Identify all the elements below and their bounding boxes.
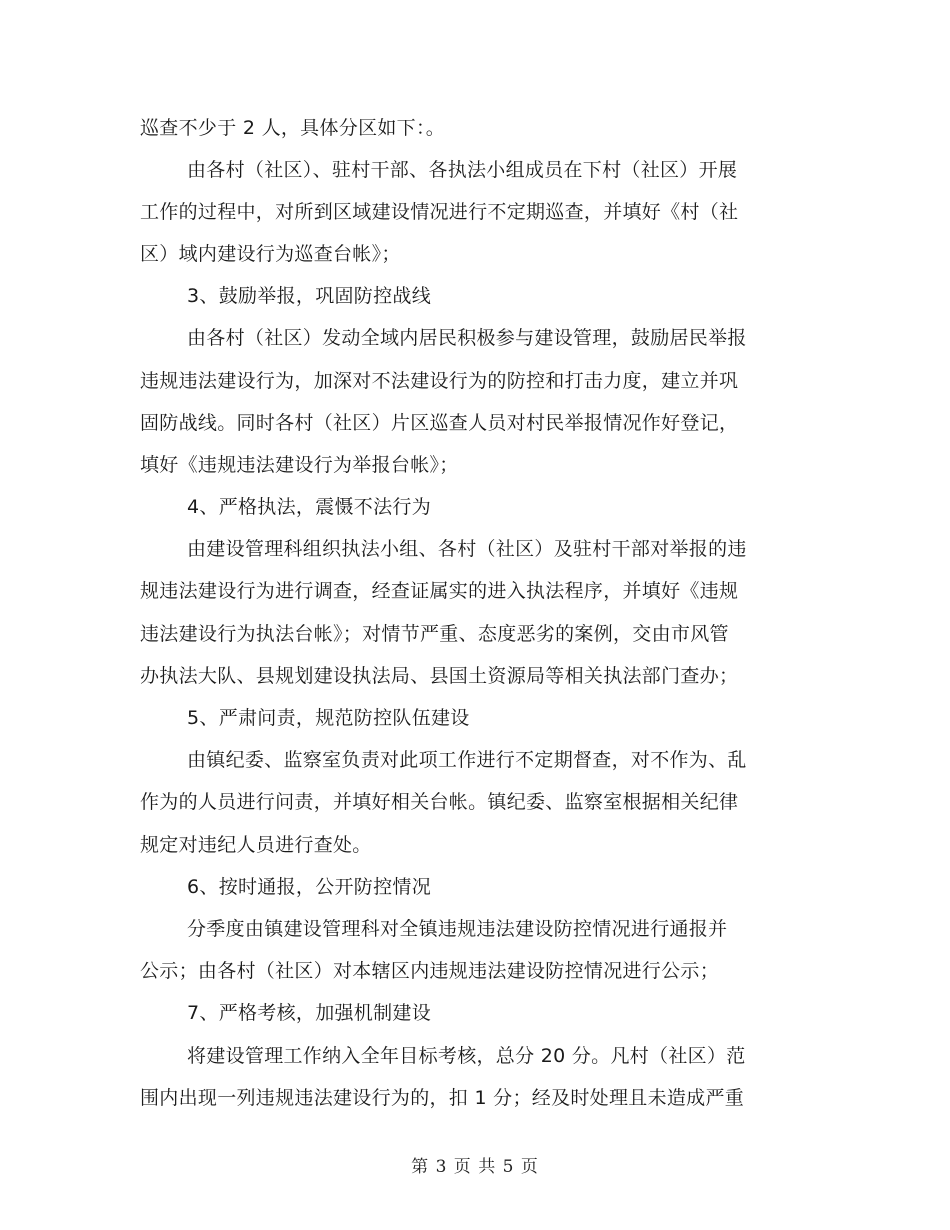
page-number-footer: 第 3 页 共 5 页 (411, 1157, 539, 1177)
section-heading-5: 5、严肃问责，规范防控队伍建设 (187, 707, 470, 729)
body-line: 作为的人员进行问责，并填好相关台帐。镇纪委、监察室根据相关纪律 (140, 791, 739, 813)
body-line: 规定对违纪人员进行查处。 (140, 834, 372, 856)
section-heading-4: 4、严格执法，震慑不法行为 (187, 496, 431, 518)
section-heading-3: 3、鼓励举报，巩固防控战线 (187, 285, 431, 307)
body-line: 违规违法建设行为，加深对不法建设行为的防控和打击力度，建立并巩 (140, 370, 739, 392)
body-line: 区）域内建设行为巡查台帐》； (140, 243, 401, 265)
body-line: 固防战线。同时各村（社区）片区巡查人员对村民举报情况作好登记， (140, 412, 739, 434)
section-heading-6: 6、按时通报，公开防控情况 (187, 876, 431, 898)
body-line: 违法建设行为执法台帐》；对情节严重、态度恶劣的案例，交由市风管 (140, 623, 729, 645)
body-line: 工作的过程中，对所到区域建设情况进行不定期巡查，并填好《村（社 (140, 201, 739, 223)
body-line: 填好《违规违法建设行为举报台帐》； (140, 454, 459, 476)
paragraph-start: 分季度由镇建设管理科对全镇违规违法建设防控情况进行通报并 (187, 918, 728, 940)
section-heading-7: 7、严格考核，加强机制建设 (187, 1002, 431, 1024)
body-line: 巡查不少于 2 人，具体分区如下：。 (140, 117, 446, 139)
paragraph-start: 由各村（社区）、驻村干部、各执法小组成员在下村（社区）开展 (187, 159, 738, 181)
body-line: 公示；由各村（社区）对本辖区内违规违法建设防控情况进行公示； (140, 960, 720, 982)
body-line: 办执法大队、县规划建设执法局、县国土资源局等相关执法部门查办； (140, 665, 739, 687)
body-line: 规违法建设行为进行调查，经查证属实的进入执法程序，并填好《违规 (140, 580, 739, 602)
paragraph-start: 由建设管理科组织执法小组、各村（社区）及驻村干部对举报的违 (187, 538, 747, 560)
body-line: 围内出现一列违规违法建设行为的，扣 1 分；经及时处理且未造成严重 (140, 1087, 745, 1109)
paragraph-start: 由各村（社区）发动全域内居民积极参与建设管理，鼓励居民举报 (187, 327, 747, 349)
paragraph-start: 由镇纪委、监察室负责对此项工作进行不定期督查，对不作为、乱 (187, 749, 747, 771)
paragraph-start: 将建设管理工作纳入全年目标考核，总分 20 分。凡村（社区）范 (187, 1045, 746, 1067)
